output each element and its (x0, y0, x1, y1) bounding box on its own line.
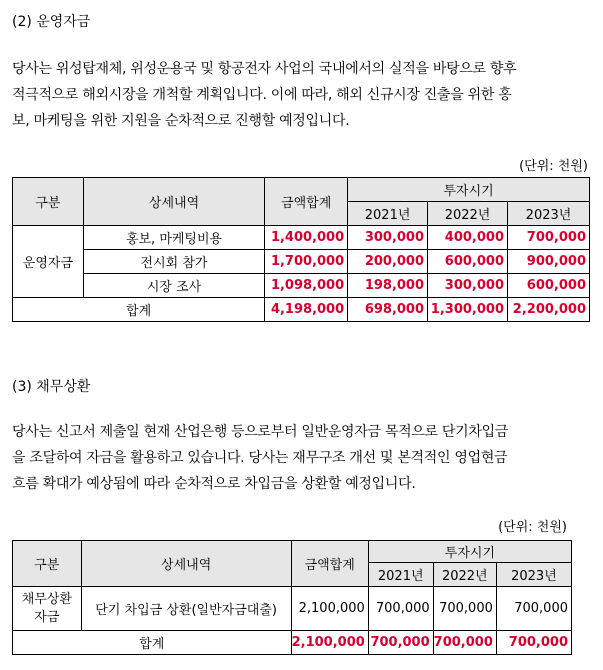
paragraph-line: 당사는 신고서 제출일 현재 산업은행 등으로부터 일반운영자금 목적으로 단기차입금 (12, 424, 509, 440)
sum-total: 2,100,000 (291, 631, 368, 655)
header-year-2021: 2021년 (368, 563, 433, 587)
year-2023-cell: 700,000 (496, 587, 571, 631)
header-total: 금액합계 (265, 178, 348, 226)
year-2021-cell: 198,000 (348, 274, 428, 298)
detail-cell: 단기 차입금 상환(일반자금대출) (81, 587, 291, 631)
unit-label: (단위: 천원) (498, 520, 567, 535)
paragraph-line: 흐름 확대가 예상됨에 따라 순차적으로 차입금을 상환할 예정입니다. (12, 476, 416, 492)
header-year-2022: 2022년 (428, 202, 508, 226)
table-row (13, 274, 590, 298)
table-row (13, 226, 590, 250)
sum-year-2021: 698,000 (348, 298, 428, 322)
year-2023-cell: 600,000 (508, 274, 590, 298)
header-detail: 상세내역 (81, 541, 291, 587)
debt-repayment-table (12, 540, 572, 655)
total-cell: 1,700,000 (265, 250, 348, 274)
total-cell: 1,098,000 (265, 274, 348, 298)
header-year-2023: 2023년 (496, 563, 571, 587)
year-2021-cell: 700,000 (368, 587, 433, 631)
sum-year-2022: 700,000 (433, 631, 496, 655)
paragraph-line: 당사는 위성탑재체, 위성운용국 및 항공전자 사업의 국내에서의 실적을 바탕으로 향후 (12, 61, 517, 77)
detail-cell: 홍보, 마케팅비용 (83, 226, 264, 250)
section-paragraph-operating-funds (12, 56, 516, 134)
sum-label: 합계 (13, 298, 265, 322)
category-cell (13, 587, 82, 631)
year-2023-cell: 700,000 (508, 226, 590, 250)
header-year-2023: 2023년 (508, 202, 590, 226)
header-detail: 상세내역 (83, 178, 264, 226)
paragraph-line: 적극적으로 해외시장을 개척할 계획입니다. 이에 따라, 해외 신규시장 진출을 위한 홍 (12, 87, 512, 103)
paragraph-line: 을 조달하여 자금을 활용하고 있습니다. 당사는 재무구조 개선 및 본격적인 영업현금 (12, 450, 508, 466)
operating-funds-table (12, 177, 590, 322)
table-row (13, 587, 572, 631)
header-year-2022: 2022년 (433, 563, 496, 587)
sum-year-2022: 1,300,000 (428, 298, 508, 322)
total-cell: 2,100,000 (291, 587, 368, 631)
section-heading-operating-funds: (2) 운영자금 (12, 14, 91, 30)
year-2023-cell: 900,000 (508, 250, 590, 274)
section-paragraph-debt-repayment (12, 419, 508, 497)
detail-cell: 시장 조사 (83, 274, 264, 298)
header-total: 금액합계 (291, 541, 368, 587)
category-cell: 운영자금 (13, 226, 84, 298)
sum-row (13, 631, 572, 655)
year-2021-cell: 200,000 (348, 250, 428, 274)
header-category: 구분 (13, 178, 84, 226)
year-2021-cell: 300,000 (348, 226, 428, 250)
total-cell: 1,400,000 (265, 226, 348, 250)
unit-label: (단위: 천원) (519, 159, 588, 174)
year-2022-cell: 400,000 (428, 226, 508, 250)
header-year-2021: 2021년 (348, 202, 428, 226)
section-heading-debt-repayment: (3) 채무상환 (12, 379, 91, 395)
paragraph-line: 보, 마케팅을 위한 지원을 순차적으로 진행할 예정입니다. (12, 113, 350, 129)
year-2022-cell: 600,000 (428, 250, 508, 274)
sum-label: 합계 (13, 631, 292, 655)
header-category: 구분 (13, 541, 82, 587)
sum-total: 4,198,000 (265, 298, 348, 322)
sum-year-2023: 2,200,000 (508, 298, 590, 322)
year-2022-cell: 300,000 (428, 274, 508, 298)
year-2022-cell: 700,000 (433, 587, 496, 631)
table-row (13, 250, 590, 274)
sum-year-2021: 700,000 (368, 631, 433, 655)
category-line: 채무상환 (21, 591, 72, 607)
category-line: 자금 (34, 609, 60, 625)
header-period: 투자시기 (368, 541, 571, 563)
detail-cell: 전시회 참가 (83, 250, 264, 274)
sum-year-2023: 700,000 (496, 631, 571, 655)
sum-row (13, 298, 590, 322)
header-period: 투자시기 (348, 178, 590, 202)
